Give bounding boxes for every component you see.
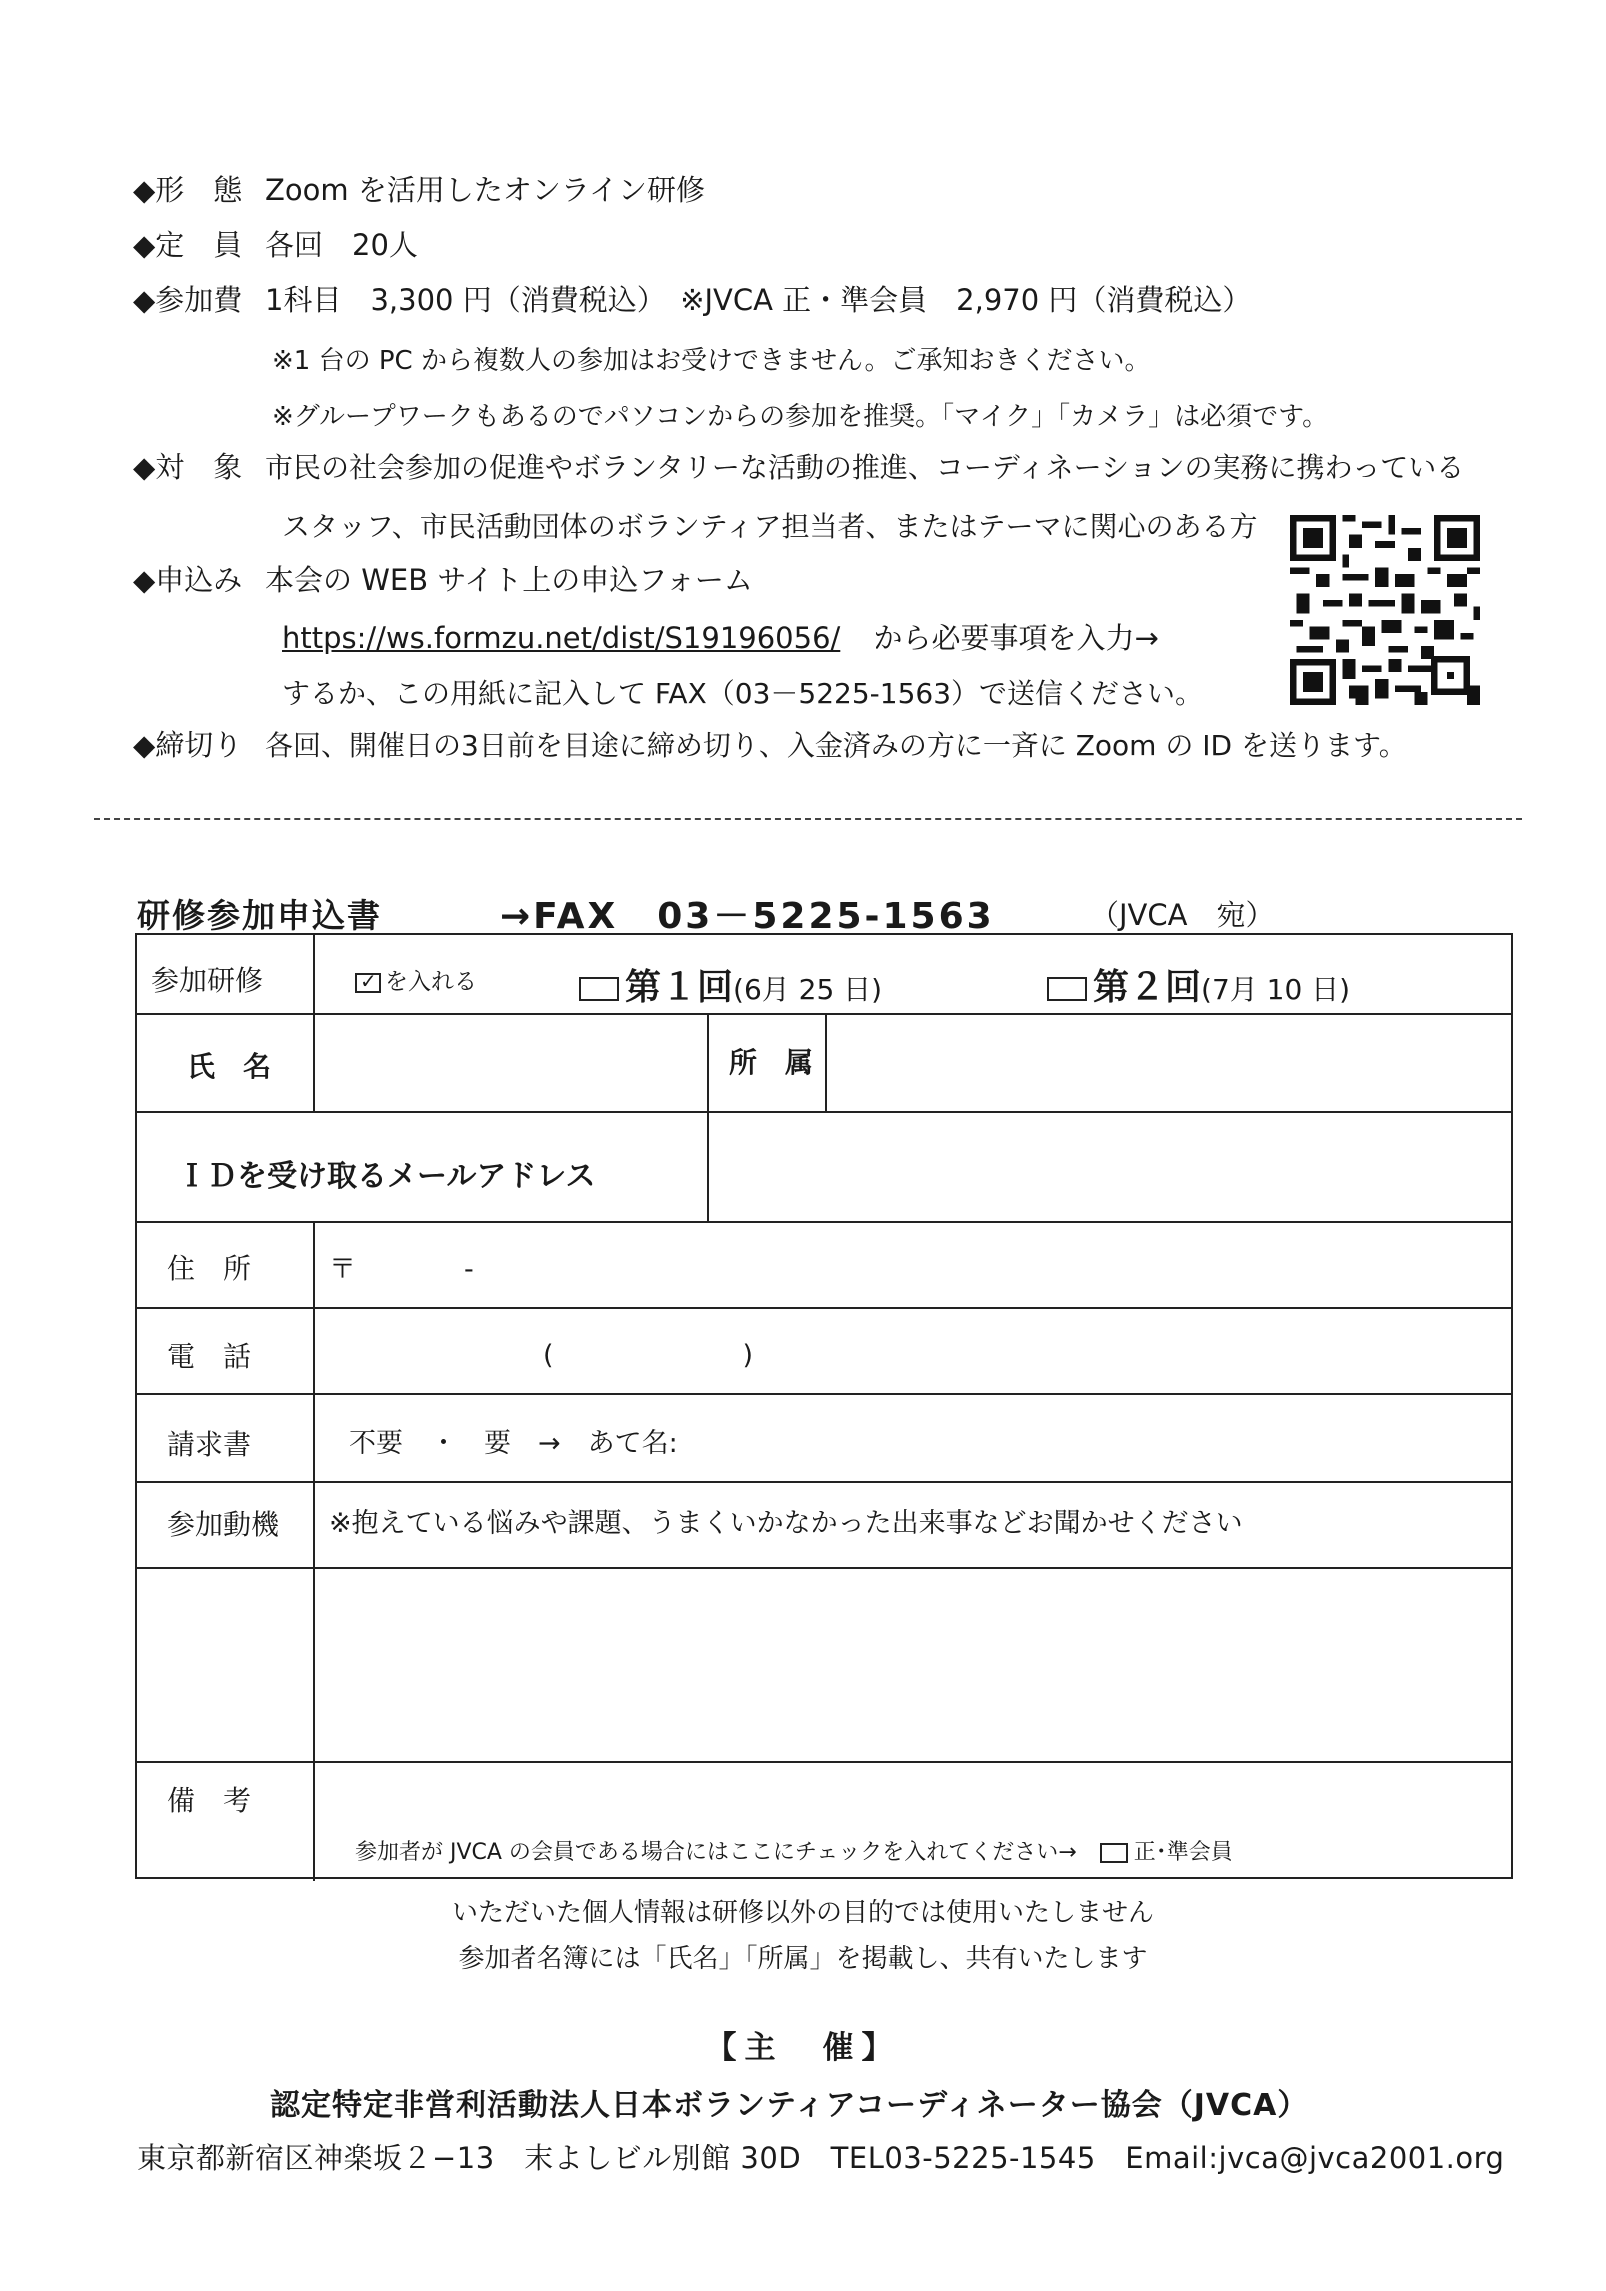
session-1-checkbox[interactable]	[579, 977, 619, 1001]
apply-url-line	[282, 616, 1159, 657]
sponsor-address: 東京都新宿区神楽坂２−13 末よしビル別館 30D TEL03-5225-1545 Email:jvca@jvca2001.org	[137, 2141, 1505, 2175]
apply-url-link[interactable]: https://ws.formzu.net/dist/S19196056/	[282, 621, 841, 655]
session-2-option[interactable]	[1047, 959, 1350, 1010]
motivation-hint: ※抱えている悩みや課題、うまくいかなかった出来事などお聞かせください	[329, 1508, 1243, 1539]
info-fee-value: 1科目 3,300 円（消費税込） ※JVCA 正・準会員 2,970 円（消費税込）	[265, 283, 1252, 317]
qr-code-icon[interactable]	[1290, 515, 1480, 705]
form-col-divider	[825, 1013, 827, 1111]
info-format-label: ◆形 態	[133, 173, 243, 207]
affiliation-field[interactable]	[829, 1017, 1509, 1107]
info-capacity-label: ◆定 員	[133, 228, 243, 262]
postal-code-field[interactable]: 〒 -	[329, 1254, 474, 1285]
form-row-divider	[137, 1111, 1511, 1113]
name-label: 氏 名	[187, 1050, 272, 1083]
info-capacity	[133, 227, 418, 263]
check-hint	[355, 963, 477, 996]
info-format-value: Zoom を活用したオンライン研修	[265, 173, 705, 207]
info-target-label: ◆対 象	[133, 450, 243, 484]
member-option-label: 正･準会員	[1133, 1840, 1233, 1865]
info-fee	[133, 282, 1251, 318]
form-row-divider	[137, 1307, 1511, 1309]
invoice-label: 請求書	[167, 1428, 252, 1461]
remarks-label: 備 考	[167, 1784, 252, 1817]
session-2-date: (7月 10 日)	[1201, 973, 1351, 1006]
apply-line-3: するか、この用紙に記入して FAX（03－5225-1563）で送信ください。	[282, 677, 1204, 710]
fee-note-2: ※グループワークもあるのでパソコンからの参加を推奨。「マイク」「カメラ」は必須です。	[272, 402, 1329, 432]
info-deadline-label: ◆締切り	[133, 728, 243, 762]
info-apply	[133, 562, 753, 598]
session-1-option[interactable]	[579, 959, 882, 1010]
info-apply-label: ◆申込み	[133, 563, 243, 597]
form-col-divider	[313, 935, 315, 1111]
motivation-label: 参加動機	[167, 1508, 280, 1541]
member-note-text: 参加者が JVCA の会員である場合にはここにチェックを入れてください→	[355, 1840, 1077, 1865]
privacy-line-2: 参加者名簿には「氏名」「所属」を掲載し、共有いたします	[458, 1944, 1148, 1974]
session-1-label: 第１回	[625, 967, 734, 1008]
form-title: 研修参加申込書	[137, 896, 382, 935]
cut-line-divider	[94, 818, 1522, 820]
form-row-divider	[137, 1221, 1511, 1223]
check-hint-text: を入れる	[385, 969, 477, 995]
email-label: ＩＤを受け取るメールアドレス	[177, 1159, 596, 1194]
session-label: 参加研修	[151, 964, 264, 997]
privacy-line-1: いただいた個人情報は研修以外の目的では使用いたしません	[451, 1898, 1154, 1928]
member-checkbox[interactable]	[1100, 1843, 1128, 1863]
form-row-divider	[137, 1481, 1511, 1483]
sponsor-heading: 【主 催】	[705, 2030, 901, 2066]
info-capacity-value: 各回 20人	[265, 228, 418, 262]
form-row-divider	[137, 1393, 1511, 1395]
sponsor-org-name: 認定特定非営利活動法人日本ボランティアコーディネーター協会（JVCA）	[270, 2088, 1309, 2123]
checkmark-icon	[355, 973, 381, 993]
session-2-checkbox[interactable]	[1047, 977, 1087, 1001]
form-col-divider	[313, 1221, 315, 1881]
info-deadline-value: 各回、開催日の3日前を目途に締め切り、入金済みの方に一斉に Zoom の ID を送ります。	[265, 729, 1407, 762]
form-recipient: （JVCA 宛）	[1090, 898, 1275, 932]
member-note	[355, 1835, 1233, 1866]
address-label: 住 所	[167, 1252, 252, 1285]
affiliation-label: 所 属	[729, 1046, 814, 1079]
apply-url-suffix: から必要事項を入力→	[873, 621, 1159, 655]
name-field[interactable]	[317, 1017, 703, 1107]
target-line-2: スタッフ、市民活動団体のボランティア担当者、またはテーマに関心のある方	[282, 510, 1258, 543]
session-2-label: 第２回	[1093, 967, 1202, 1008]
form-col-divider	[707, 1111, 709, 1221]
motivation-field[interactable]	[317, 1545, 1509, 1755]
session-1-date: (6月 25 日)	[733, 973, 883, 1006]
info-fee-label: ◆参加費	[133, 283, 243, 317]
form-col-divider	[707, 1013, 709, 1111]
info-deadline	[133, 727, 1407, 764]
form-fax-number: →FAX 03－5225-1563	[500, 896, 995, 937]
info-target	[133, 449, 1464, 486]
info-apply-value: 本会の WEB サイト上の申込フォーム	[265, 563, 753, 597]
form-row-divider	[137, 1761, 1511, 1763]
info-format	[133, 172, 705, 208]
invoice-options[interactable]: 不要 ・ 要 → あて名:	[349, 1428, 678, 1459]
form-row-divider	[137, 1013, 1511, 1015]
info-target-value: 市民の社会参加の促進やボランタリーな活動の推進、コーディネーションの実務に携わっている	[265, 451, 1465, 484]
email-field[interactable]	[711, 1115, 1509, 1217]
fee-note-1: ※1 台の PC から複数人の参加はお受けできません。ご承知おきください。	[272, 346, 1151, 376]
application-form-table	[135, 933, 1513, 1879]
phone-field[interactable]: ( )	[543, 1340, 754, 1371]
phone-label: 電 話	[167, 1340, 252, 1373]
